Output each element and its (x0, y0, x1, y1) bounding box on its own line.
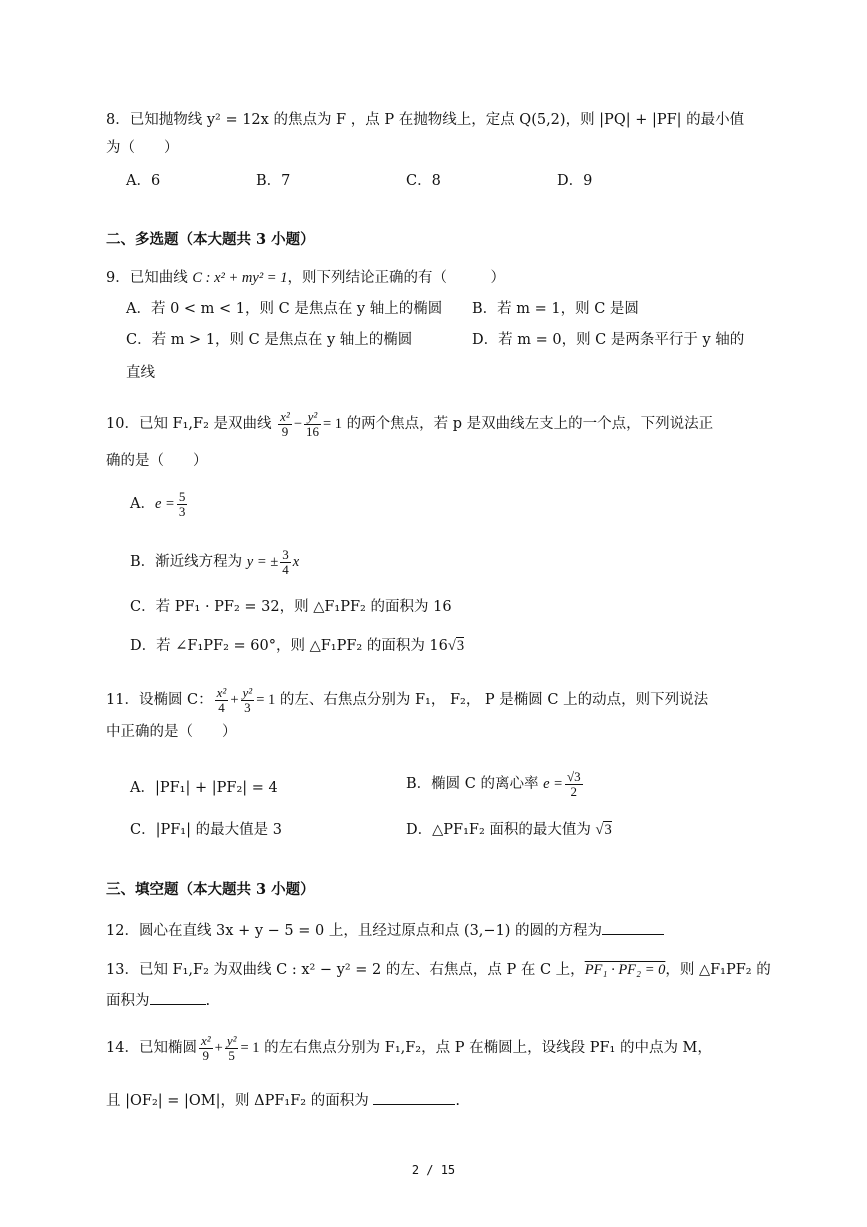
q11-stem-cont: 中正确的是（ ） (106, 724, 237, 740)
q14-stem-end: 的左右焦点分别为 F₁,F₂，点 P 在椭圆上，设线段 PF₁ 的中点为 M， (264, 1040, 712, 1056)
q11-option-c: C．|PF₁| 的最大值是 3 (130, 822, 282, 838)
q10-frac-den: 4 (282, 561, 289, 577)
q8-stem-cont: 为（ ） (106, 140, 179, 156)
q9-stem-end: ，则下列结论正确的有（ ） (287, 270, 505, 286)
q10-option-b (130, 542, 299, 582)
q14-stem-text: 14．已知椭圆 (106, 1040, 197, 1056)
q11-b-fraction (565, 770, 583, 799)
q9-option-a: A．若 0 < m < 1，则 C 是焦点在 y 轴上的椭圆 (126, 301, 443, 317)
q11-fraction-x (215, 686, 229, 715)
q11-frac-num: √3 (566, 768, 581, 784)
q10-frac-num: y² (304, 410, 321, 425)
q10-frac-num: x² (280, 408, 290, 424)
q13-stem-cont (106, 990, 210, 1011)
q11-option-a: A．|PF₁| + |PF₂| = 4 (130, 780, 278, 796)
q14-line2: 且 |OF₂| = |OM|，则 ΔPF₁F₂ 的面积为 (106, 1093, 369, 1109)
q14-period: . (455, 1093, 460, 1109)
q11-option-d: D．△PF₁F₂ 面积的最大值为 √3 (406, 822, 612, 838)
q9-stem-text: 9．已知曲线 (106, 270, 193, 286)
q11-b-text: B．椭圆 C 的离心率 (406, 776, 539, 792)
q13-line2: 面积为 (106, 993, 150, 1009)
q9-stem (106, 268, 505, 288)
q10-stem-end: 的两个焦点，若 p 是双曲线左支上的一个点，下列说法正 (346, 416, 714, 432)
q11-fraction-y (241, 686, 255, 715)
q12-stem (106, 920, 664, 941)
q10-a-lhs: e = (154, 496, 175, 512)
q14-fraction-y (225, 1034, 239, 1063)
q14-plus: + (214, 1040, 223, 1056)
q10-option-c: C．若 PF₁ · PF₂ = 32，则 △F₁PF₂ 的面积为 16 (130, 599, 452, 615)
q8-option-d: D．9 (557, 173, 593, 189)
q11-frac-den: 3 (244, 699, 251, 715)
q9-option-d-cont: 直线 (126, 365, 155, 381)
q14-frac-num: x² (200, 1032, 211, 1048)
q11-frac-num: y² (242, 684, 253, 700)
q8-stem: 8．已知抛物线 y² = 12x 的焦点为 F ，点 P 在抛物线上，定点 Q(5,2)，则 |PQ| + |PF| 的最小值 (106, 112, 745, 128)
q11-frac-den: 4 (218, 699, 225, 715)
q10-frac-den: 9 (281, 423, 289, 439)
q10-a-fraction (177, 490, 188, 519)
q10-b-eq: y = ± (246, 554, 279, 570)
q10-option-a (130, 484, 189, 524)
q9-option-c: C．若 m > 1，则 C 是焦点在 y 轴上的椭圆 (126, 332, 413, 348)
q11-rhs: = 1 (256, 692, 276, 708)
q10-d-text: D．若 ∠F₁PF₂ = 60°，则 △F₁PF₂ 的面积为 16 (130, 638, 448, 654)
q14-stem-cont (106, 1090, 460, 1111)
q13-stem (106, 960, 771, 980)
q10-b-text: B．渐近线方程为 (130, 554, 243, 570)
section-title-multi-choice: 二、多选题（本大题共 3 小题） (106, 231, 315, 248)
q14-stem (106, 1028, 712, 1068)
q10-stem (106, 404, 713, 444)
q14-frac-den: 5 (228, 1047, 235, 1063)
q10-d-radicand: 3 (456, 638, 465, 654)
q10-frac-den: 3 (178, 503, 186, 519)
q11-stem (106, 680, 708, 720)
q13-vector-eq: PF₁ · PF₂ = 0 (584, 962, 666, 978)
q8-option-a: A．6 (126, 173, 161, 189)
q8-option-c: C．8 (406, 173, 441, 189)
q14-frac-num: y² (226, 1032, 237, 1048)
q11-plus: + (230, 692, 239, 708)
q11-stem-end: 的左、右焦点分别为 F₁， F₂， P 是椭圆 C 上的动点，则下列说法 (279, 692, 709, 708)
q10-b-var: x (292, 554, 300, 570)
q11-frac-num: x² (216, 684, 227, 700)
q11-b-lhs: e = (543, 776, 563, 792)
q11-d-text: D．△PF₁F₂ 面积的最大值为 (406, 822, 596, 838)
q13-answer-blank[interactable] (150, 990, 206, 1005)
q11-stem-text: 11．设椭圆 C： (106, 692, 213, 708)
q10-frac-num: 3 (282, 546, 289, 562)
q10-stem-text: 10．已知 F₁,F₂ 是双曲线 (106, 416, 272, 432)
q10-option-d: D．若 ∠F₁PF₂ = 60°，则 △F₁PF₂ 的面积为 16√3 (130, 638, 465, 654)
q10-stem-cont: 确的是（ ） (106, 453, 208, 469)
q11-option-b (406, 764, 585, 804)
q8-option-b: B．7 (256, 173, 291, 189)
q14-rhs: = 1 (240, 1040, 260, 1056)
q10-a-label: A． (130, 496, 155, 512)
q10-fraction-x (278, 410, 292, 439)
q11-d-radicand: 3 (604, 822, 612, 838)
q12-text: 12．圆心在直线 3x + y − 5 = 0 上，且经过原点和点 (3,−1) 的圆的方程为 (106, 923, 603, 939)
q10-rhs: = 1 (323, 416, 343, 432)
q11-frac-den: 2 (570, 783, 577, 799)
q14-frac-den: 9 (202, 1047, 210, 1063)
q13-period: . (205, 993, 211, 1009)
q12-answer-blank[interactable] (602, 920, 664, 935)
q14-answer-blank[interactable] (373, 1090, 455, 1105)
q13-text-end: ，则 △F₁PF₂ 的 (665, 962, 771, 978)
q9-option-d: D．若 m = 0，则 C 是两条平行于 y 轴的 (472, 332, 745, 348)
q10-b-fraction (280, 548, 291, 577)
q13-text: 13．已知 F₁,F₂ 为双曲线 C : x² − y² = 2 的左、右焦点，点 P 在 C 上， (106, 962, 585, 978)
q10-fraction-y (304, 410, 321, 439)
q9-equation: C : x² + my² = 1 (192, 270, 288, 286)
q14-fraction-x (199, 1034, 213, 1063)
q10-frac-num: 5 (178, 488, 186, 504)
section-title-fill-blank: 三、填空题（本大题共 3 小题） (106, 881, 315, 898)
q10-frac-den: 16 (306, 423, 319, 439)
q9-option-b: B．若 m = 1，则 C 是圆 (472, 301, 639, 317)
q10-minus: − (293, 416, 302, 432)
page-number: 2 / 15 (411, 1163, 456, 1177)
